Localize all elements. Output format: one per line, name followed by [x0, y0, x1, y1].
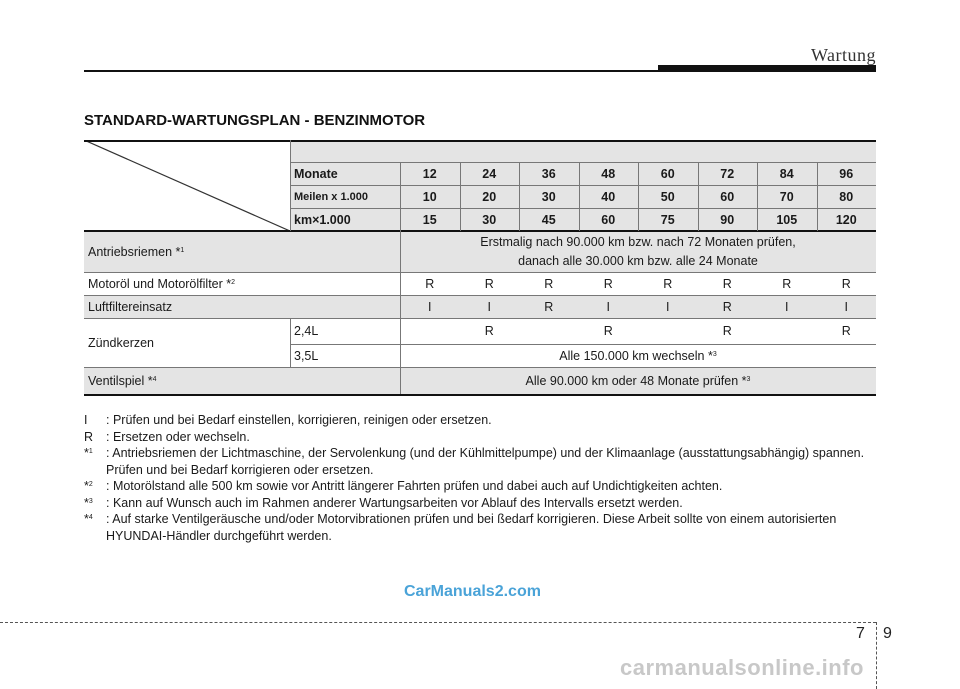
interval-value: 36	[541, 166, 556, 181]
note-text: : Motorölstand alle 500 km sowie vor Antritt längerer Fahrten prüfen und dabei auch auf Undichtigkeiten achten.	[106, 479, 723, 493]
row-label-text: Alle 90.000 km oder 48 Monate prüfen *	[525, 373, 747, 388]
table-column-rule	[519, 162, 520, 231]
air-value: I	[487, 299, 491, 314]
footnote-marker: 3	[88, 497, 93, 505]
interval-value: 15	[422, 212, 437, 227]
interval-header	[290, 140, 876, 162]
row-label-text: Antriebsriemen *	[88, 244, 181, 259]
valve-label	[84, 367, 400, 394]
air-value: I	[666, 299, 670, 314]
interval-value: 96	[839, 166, 854, 181]
footnote-marker: 2	[88, 481, 93, 488]
note-key: *$^2$	[84, 479, 93, 493]
spark-24-value: R	[841, 324, 851, 338]
spark-24-value	[638, 318, 698, 344]
footnote-marker: 1	[88, 448, 93, 455]
interval-value: 45	[541, 212, 556, 227]
corner-label-intervals	[128, 140, 294, 160]
table-column-rule	[460, 162, 461, 231]
note-item	[84, 478, 884, 495]
site-watermark: carmanualsonline.info	[620, 655, 864, 680]
interval-value: 50	[660, 189, 675, 204]
belt-label	[84, 231, 400, 272]
table-rule	[290, 185, 876, 186]
oil-value: R	[722, 276, 732, 291]
spark-variant-24: 2,4L	[294, 324, 319, 338]
belt-line-2: danach alle 30.000 km bzw. alle 24 Monate	[518, 254, 758, 268]
oil-value: R	[484, 276, 494, 291]
table-rule	[290, 162, 876, 163]
footer-rule	[0, 622, 876, 623]
oil-value: R	[841, 276, 851, 291]
air-value: I	[785, 299, 789, 314]
header-rule	[84, 70, 660, 72]
table-rule	[84, 295, 876, 296]
oil-value: R	[425, 276, 435, 291]
footnote-marker: 3	[712, 351, 717, 358]
table-column-rule	[757, 162, 758, 231]
row-label-text: Ventilspiel *	[88, 373, 153, 388]
spark-24-value: R	[722, 324, 732, 338]
note-text: : Prüfen und bei Bedarf einstellen, korrigieren, reinigen oder ersetzen.	[106, 413, 492, 427]
oil-label	[84, 272, 400, 295]
interval-value: 120	[835, 212, 857, 227]
table-rule	[84, 318, 876, 319]
table-rule	[84, 367, 876, 368]
table-column-rule	[638, 162, 639, 231]
air-label: Luftfiltereinsatz	[88, 299, 173, 314]
section-title: Wartung	[810, 45, 876, 65]
plan-title: STANDARD-WARTUNGSPLAN - BENZINMOTOR	[84, 112, 426, 129]
table-rule	[290, 208, 876, 209]
interval-value: 80	[839, 189, 854, 204]
corner-label-position	[84, 206, 264, 228]
footnote-marker: 1	[180, 247, 185, 254]
note-key: *$^1$	[84, 446, 93, 460]
note-key: R	[84, 429, 94, 444]
spark-label: Zündkerzen	[88, 335, 155, 350]
interval-value: 72	[720, 166, 735, 181]
table-column-rule	[290, 140, 291, 231]
spark-24-value	[757, 318, 817, 344]
note-item	[84, 412, 884, 429]
spark-24-value: R	[603, 324, 613, 338]
table-column-rule	[817, 162, 818, 231]
note-text: : Ersetzen oder wechseln.	[106, 429, 250, 444]
interval-value: 24	[482, 166, 497, 181]
oil-value: R	[782, 276, 792, 291]
oil-value: R	[663, 276, 673, 291]
oil-value: R	[544, 276, 554, 291]
table-column-rule	[290, 318, 291, 367]
interval-row-label: Monate	[294, 166, 338, 181]
note-item	[84, 511, 884, 544]
interval-value: 30	[482, 212, 497, 227]
spark-35-text	[400, 344, 876, 367]
note-item	[84, 445, 884, 478]
watermark: CarManuals2.com	[404, 583, 541, 600]
table-rule	[84, 272, 876, 273]
interval-value: 48	[601, 166, 616, 181]
oil-value: R	[603, 276, 613, 291]
belt-line-1: Erstmalig nach 90.000 km bzw. nach 72 Monaten prüfen,	[480, 235, 796, 249]
interval-value: 30	[541, 189, 556, 204]
header-rule-accent	[658, 65, 876, 72]
table-column-rule	[400, 162, 401, 231]
footnote-marker: 4	[88, 514, 93, 521]
interval-value: 60	[601, 212, 616, 227]
interval-value: 105	[776, 212, 798, 227]
air-value: I	[606, 299, 610, 314]
air-value: R	[544, 299, 554, 314]
air-value: R	[722, 299, 732, 314]
note-item	[84, 429, 884, 446]
row-label-text: Motoröl und Motorölfilter *	[88, 276, 232, 291]
table-rule	[84, 140, 876, 142]
note-key: I	[84, 413, 88, 427]
air-value: I	[844, 299, 848, 314]
row-label-text: Alle 150.000 km wechseln *	[559, 348, 713, 363]
interval-value: 90	[720, 212, 735, 227]
interval-row-label: km×1.000	[294, 212, 351, 227]
note-text: : Auf starke Ventilgeräusche und/oder Motorvibrationen prüfen und bei ßedarf korrigieren. Diese Arbeit sollte von einem autorisierten HYUNDAI-Händler durchgeführt werden.	[106, 512, 837, 543]
table-column-rule	[698, 162, 699, 231]
interval-value: 60	[720, 189, 735, 204]
table-rule	[84, 394, 876, 396]
footnote-marker: 3	[746, 376, 751, 383]
interval-row-label: Meilen x 1.000	[294, 190, 368, 203]
chapter-number: 7	[856, 625, 865, 642]
interval-value: 40	[601, 189, 616, 204]
note-text: : Kann auf Wunsch auch im Rahmen anderer Wartungsarbeiten vor Ablauf des Intervalls ersetzt werden.	[106, 495, 683, 510]
interval-value: 70	[779, 189, 794, 204]
table-column-rule	[579, 162, 580, 231]
footnote-marker: 2	[231, 279, 236, 286]
interval-value: 12	[422, 166, 437, 181]
belt-interval-text	[400, 231, 876, 272]
note-item	[84, 495, 884, 512]
notes-list	[84, 412, 884, 544]
footnote-marker: 4	[152, 376, 157, 383]
note-key: *$^4$	[84, 512, 93, 526]
table-column-rule	[400, 231, 401, 394]
note-text: : Antriebsriemen der Lichtmaschine, der Servolenkung (und der Kühlmittelpumpe) und der Klimaanlage (ausstattungsabhängig) spannen. Prüfen und bei Bedarf korrigieren oder ersetzen.	[106, 446, 865, 477]
table-rule	[290, 344, 876, 345]
page-number: 9	[883, 625, 892, 642]
valve-text	[400, 367, 876, 394]
footer-rule-vertical	[876, 622, 877, 689]
spark-24-value: R	[484, 324, 494, 338]
interval-value: 75	[660, 212, 675, 227]
interval-value: 10	[422, 189, 437, 204]
interval-value: 84	[779, 166, 794, 181]
air-value: I	[428, 299, 432, 314]
note-key: *$^3$	[84, 495, 93, 510]
spark-24-value	[400, 318, 460, 344]
interval-value: 20	[482, 189, 497, 204]
interval-value: 60	[660, 166, 675, 181]
spark-variant-35: 3,5L	[294, 348, 319, 363]
spark-24-value	[519, 318, 579, 344]
